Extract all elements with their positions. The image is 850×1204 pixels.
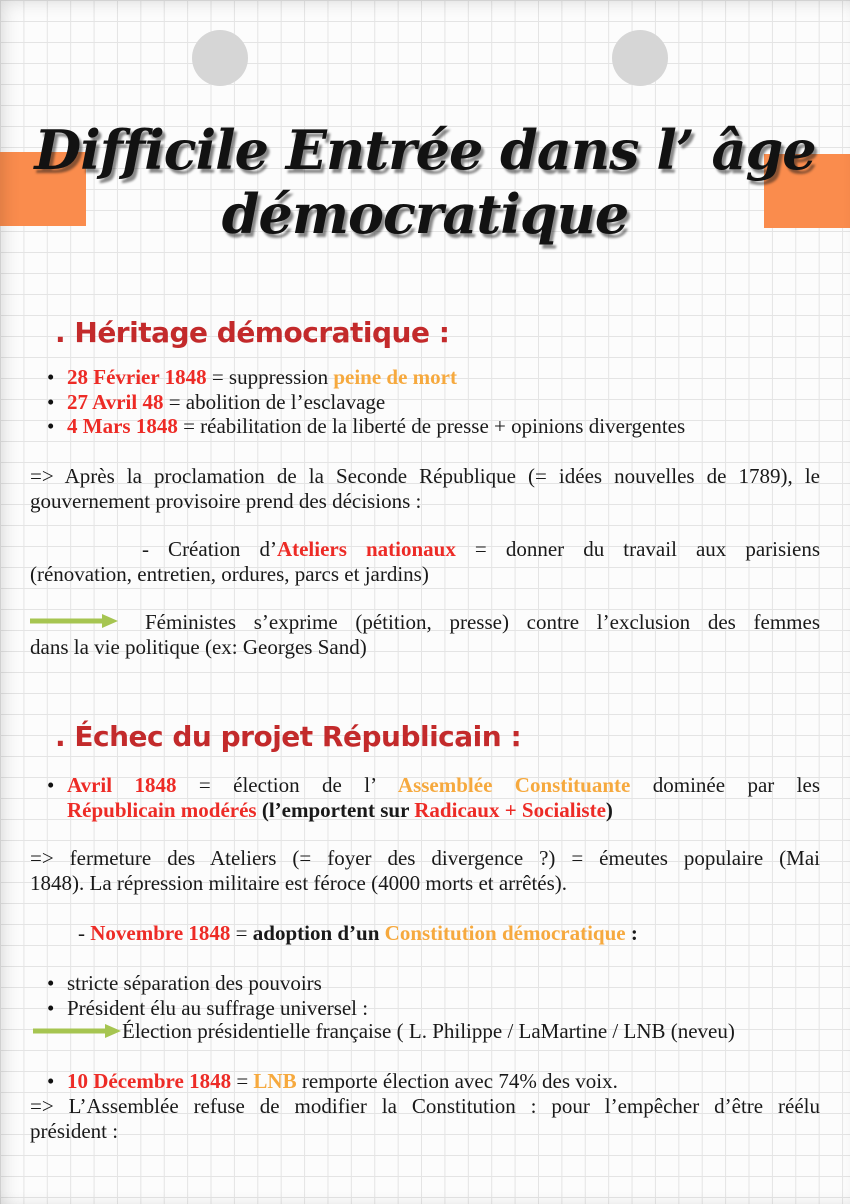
section2-bullet-list [45, 971, 820, 1020]
paragraph-line: (rénovation, entretien, ordures, parcs et jardins) [30, 562, 429, 586]
list-item: • 4 Mars 1848 = réabilitation de la liberté de presse + opinions divergentes [45, 414, 820, 439]
section1-bullet-list [45, 365, 820, 439]
list-item: • 28 Février 1848 = suppression peine de mort [45, 365, 820, 390]
paragraph-line: gouvernement provisoire prend des décisions : [30, 489, 422, 513]
section2-heading: . Échec du projet Républicain : [55, 720, 522, 753]
page-title-line1: Difficile Entrée dans l’ âge [34, 118, 816, 182]
section2-bullet-list-2 [45, 1069, 820, 1094]
paragraph-line: président : [30, 1119, 119, 1143]
page-title [0, 118, 850, 246]
arrow-note-line: dans la vie politique (ex: Georges Sand) [30, 635, 367, 659]
paragraph-line: 1848). La répression militaire est féroce (4000 morts et arrêtés). [30, 871, 568, 895]
arrow-note-line: Féministes s’exprime (pétition, presse) contre l’exclusion des femmes [145, 610, 820, 634]
paragraph-line: - Création d’Ateliers nationaux = donner du travail aux parisiens [142, 537, 821, 561]
tape-dot-icon [612, 30, 668, 86]
paragraph-line: => Après la proclamation de la Seconde République (= idées nouvelles de 1789), le [30, 464, 820, 488]
green-arrow-icon [33, 1023, 121, 1039]
list-item: • Président élu au suffrage universel : [45, 996, 820, 1021]
paragraph-line: => L’Assemblée refuse de modifier la Constitution : pour l’empêcher d’être réélu [30, 1094, 820, 1118]
page-title-line2: démocratique [221, 182, 629, 246]
paragraph-line: => fermeture des Ateliers (= foyer des divergence ?) = émeutes populaire (Mai [30, 846, 820, 870]
list-item: • 27 Avril 48 = abolition de l’esclavage [45, 390, 820, 415]
section1-heading: . Héritage démocratique : [55, 316, 450, 349]
list-item: • stricte séparation des pouvoirs [45, 971, 820, 996]
list-item: • Avril 1848 = élection de l’ Assemblée Constituante dominée par les [45, 773, 820, 798]
list-item: • 10 Décembre 1848 = LNB remporte élection avec 74% des voix. [45, 1069, 820, 1094]
list-item-continuation: Républicain modérés (l’emportent sur Radicaux + Socialiste) [67, 798, 613, 822]
paragraph-line: - Novembre 1848 = adoption d’un Constitution démocratique : [78, 921, 638, 945]
arrow-note-line: Élection présidentielle française ( L. Philippe / LaMartine / LNB (neveu) [122, 1019, 735, 1043]
tape-dot-icon [192, 30, 248, 86]
